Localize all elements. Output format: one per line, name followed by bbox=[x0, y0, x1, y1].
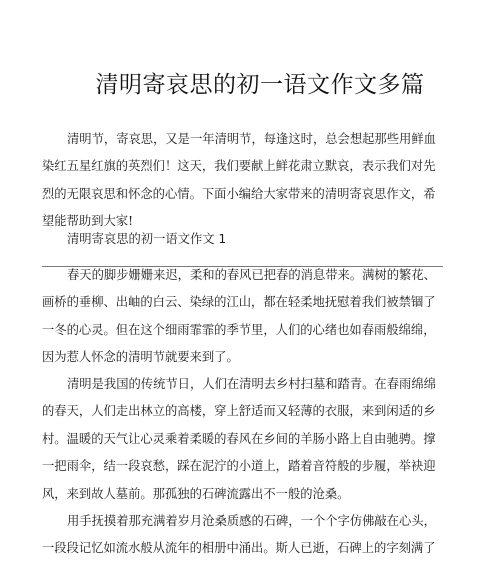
section-heading-text: 清明寄哀思的初一语文作文 bbox=[67, 232, 215, 246]
paragraph-line: 一段段记忆如流水般从流年的相册中涌出。斯人已逝，石碑上的字刻满了 bbox=[42, 541, 436, 556]
paragraph-line: 春天的脚步姗姗来迟，柔和的春风已把春的消息带来。满树的繁花、 bbox=[67, 268, 436, 282]
intro-line: 染红五星红旗的英烈们！这天，我们要献上鲜花肃立默哀，表示我们对先 bbox=[42, 159, 436, 174]
paragraph-line: 村。温暖的天气让心灵乘着柔暖的春风在乡间的羊肠小路上自由驰骋。撑 bbox=[42, 431, 436, 446]
intro-line: 清明节，寄哀思，又是一年清明节，每逢这时，总会想起那些用鲜血 bbox=[67, 132, 436, 146]
intro-line: 烈的无限哀思和怀念的心情。下面小编给大家带来的清明寄哀思作文，希 bbox=[42, 186, 436, 201]
section-heading bbox=[67, 229, 226, 247]
body-paragraph bbox=[42, 508, 462, 563]
paragraph-line: 一冬的心灵。但在这个细雨霏霏的季节里，人们的心绪也如春雨般绵绵， bbox=[42, 322, 436, 337]
body-paragraph bbox=[42, 371, 462, 508]
paragraph-line: 一把雨伞，结一段哀愁，踩在泥泞的小道上，踏着音符般的步履，举袂迎 bbox=[42, 459, 436, 474]
paragraph-line: 因为惹人怀念的清明节就要来到了。 bbox=[42, 350, 239, 365]
section-heading-number: 1 bbox=[218, 232, 227, 246]
paragraph-line: 画桥的垂柳、出岫的白云、染绿的江山，都在轻柔地抚慰着我们被禁锢了 bbox=[42, 295, 436, 310]
paragraph-line: 风，来到故人墓前。那孤独的石碑流露出不一般的沧桑。 bbox=[42, 486, 350, 501]
paragraph-line: 清明是我国的传统节日，人们在清明去乡村扫墓和踏青。在春雨绵绵 bbox=[67, 377, 436, 391]
intro-line: 望能帮助到大家! bbox=[42, 214, 134, 229]
body-paragraph bbox=[42, 262, 462, 372]
page-title: 清明寄哀思的初一语文作文多篇 bbox=[95, 72, 425, 98]
paragraph-line: 的春天，人们走出林立的高楼，穿上舒适而又轻薄的衣服，来到闲适的乡 bbox=[42, 404, 436, 419]
intro-paragraph bbox=[42, 126, 462, 236]
paragraph-line: 用手抚摸着那充满着岁月沧桑质感的石碑，一个个字仿佛敲在心头， bbox=[67, 514, 436, 528]
